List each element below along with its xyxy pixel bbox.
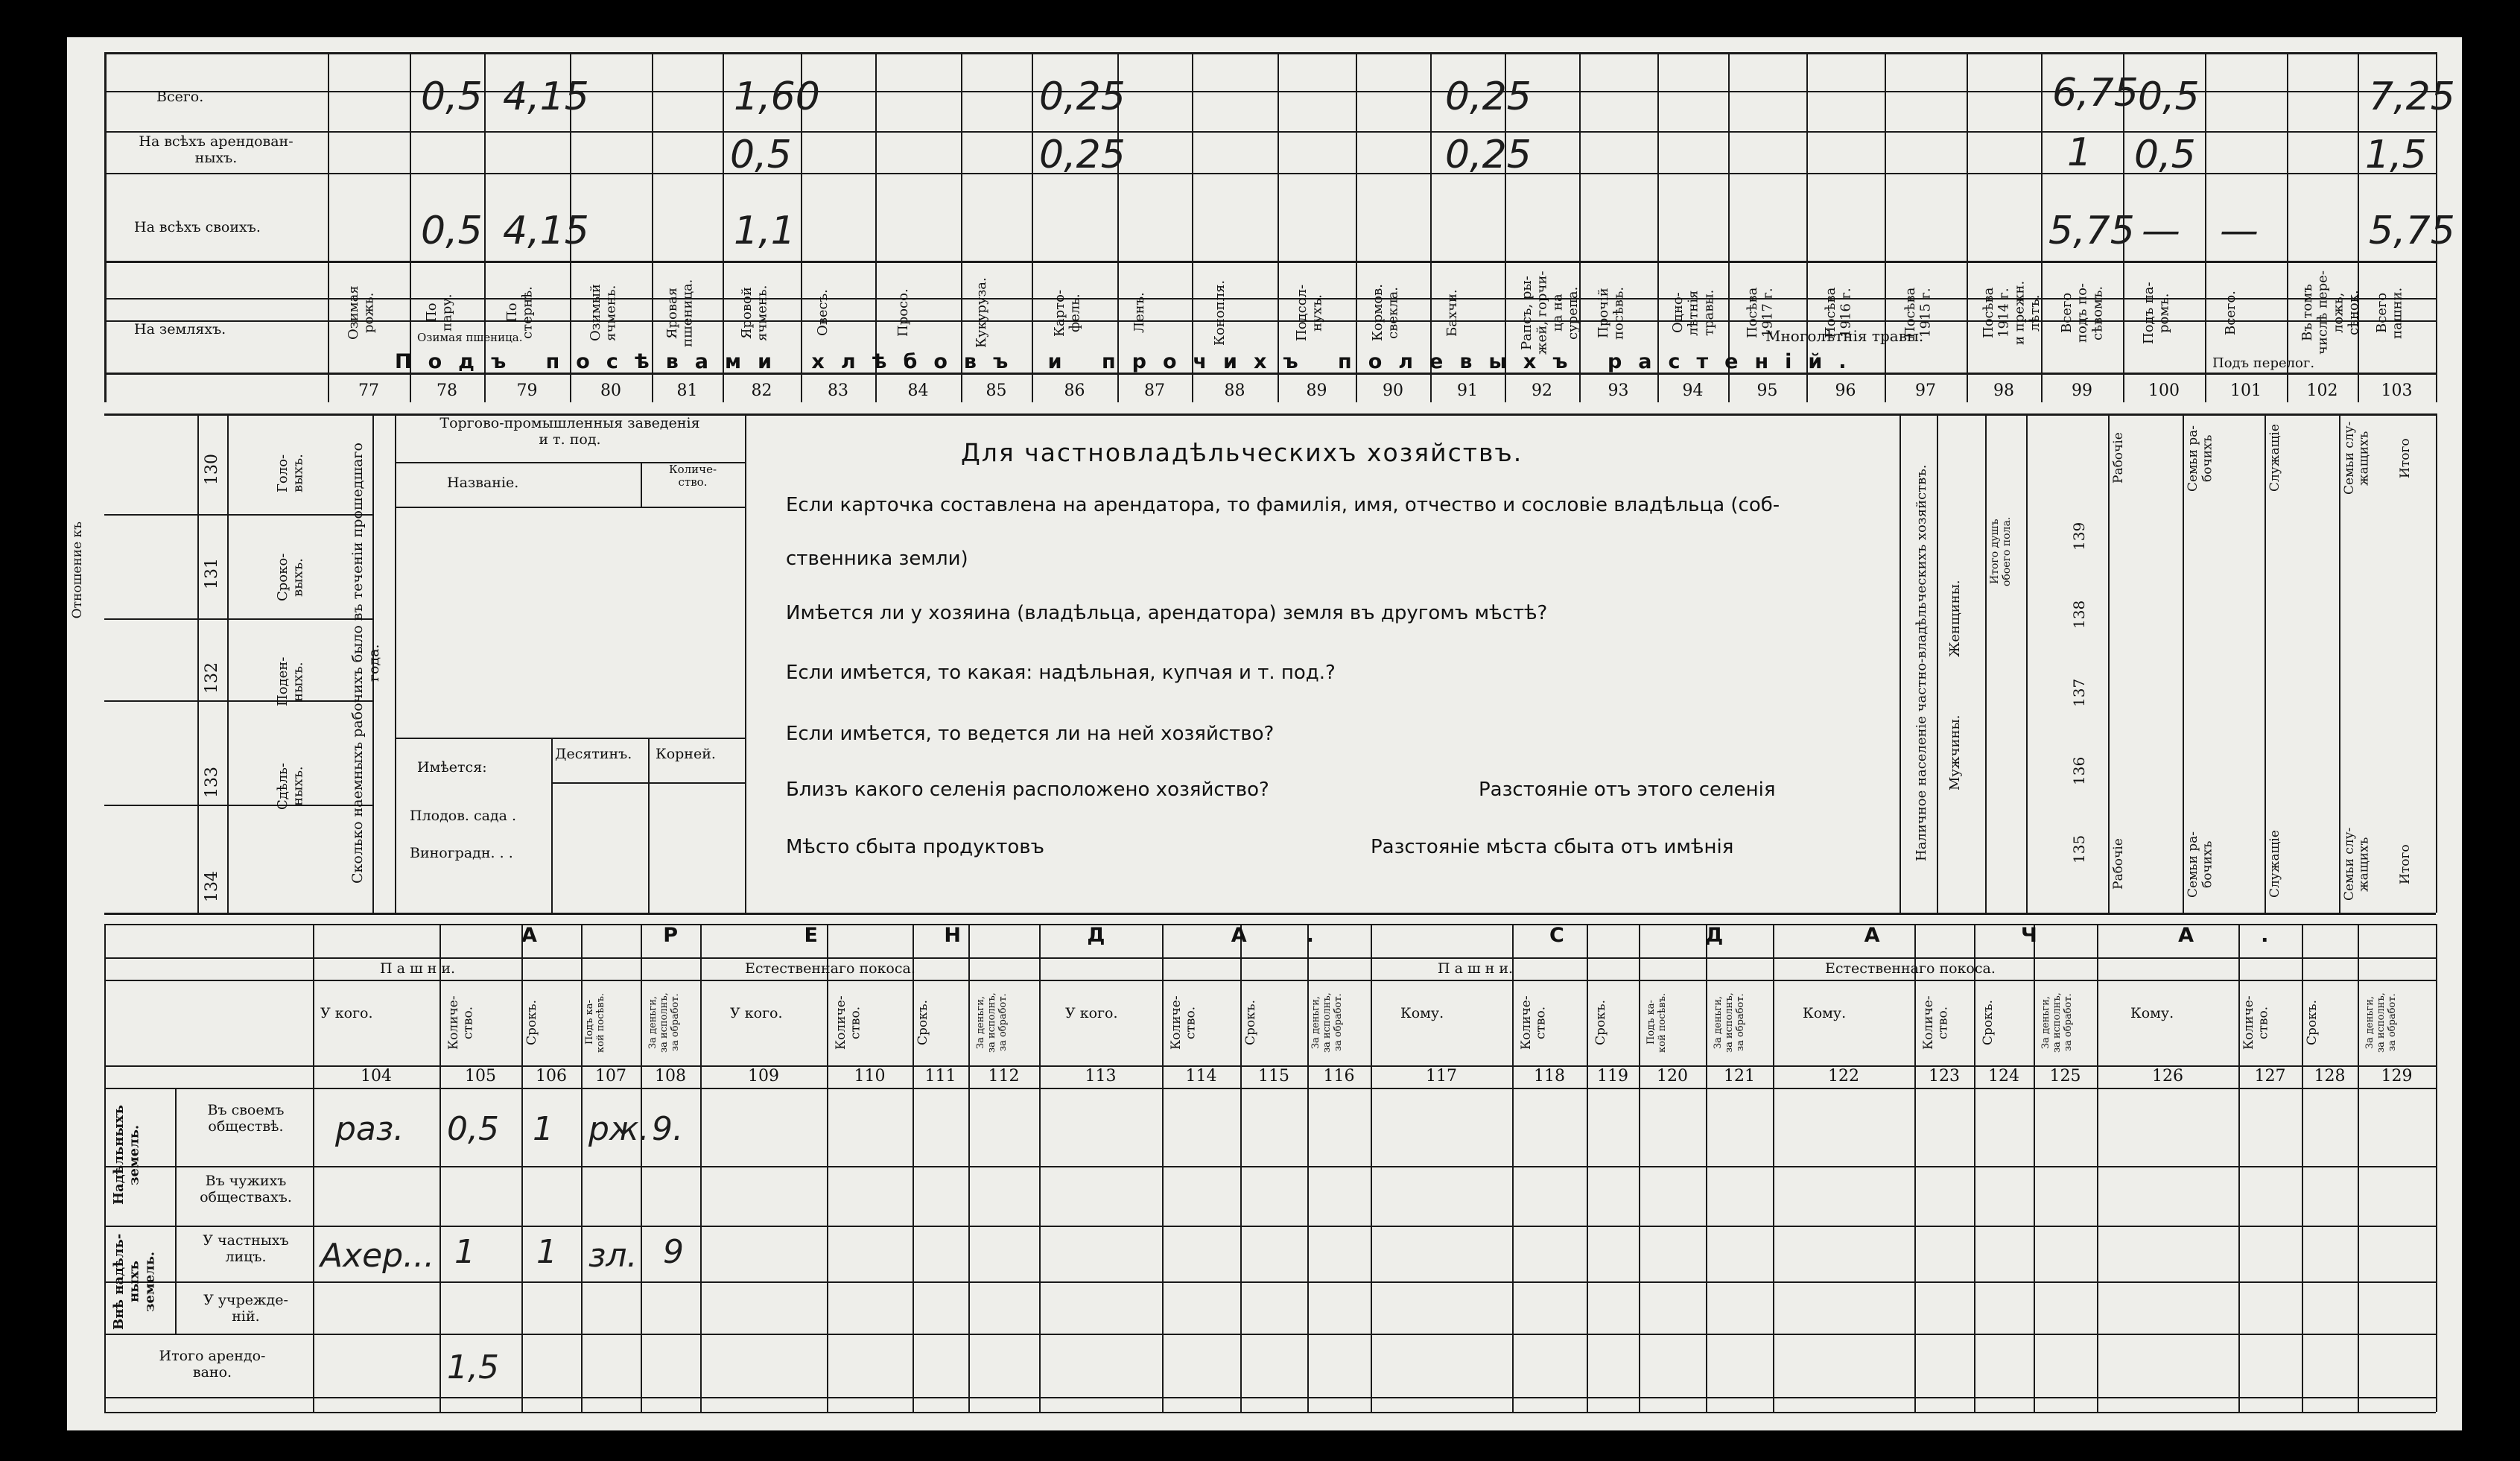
- group-label-ozimaya-pshenica: Озимая пшеница.: [417, 331, 523, 344]
- lease-col-rule: [581, 924, 583, 1412]
- lease-col-number-108: 108: [655, 1067, 686, 1086]
- lease-col-number-124: 124: [1988, 1067, 2019, 1086]
- lease-subheader-6: Количе- ство.: [834, 995, 863, 1050]
- crop-header-84: Просо.: [895, 288, 911, 337]
- crop-number-94: 94: [1682, 381, 1704, 400]
- pop-col-top-0: Рабочіе: [2111, 432, 2126, 484]
- lease-subheader-4: За деньги, за исполнъ, за обработ.: [647, 992, 681, 1053]
- top-col-rule: [2205, 52, 2206, 402]
- lease-col-rule: [2238, 924, 2240, 1412]
- rule-line: [551, 738, 553, 913]
- handwritten-vsego-3: 0,25: [1039, 75, 1126, 119]
- crop-number-99: 99: [2072, 381, 2092, 400]
- lease-subheader-20: Срокъ.: [1981, 1000, 1996, 1045]
- lease-col-number-116: 116: [1323, 1067, 1355, 1086]
- mid-col-rule: [1937, 413, 1938, 913]
- handwritten-svoi-1: 4,15: [503, 209, 589, 253]
- lease-col-rule: [521, 924, 523, 1412]
- lease-col-rule: [1512, 924, 1514, 1412]
- crop-header-101: Всего.: [2223, 291, 2238, 335]
- itogo-dush-label: Итого душъ обоего пола.: [1989, 516, 2013, 586]
- crop-number-81: 81: [676, 381, 698, 400]
- crop-number-97: 97: [1915, 381, 1936, 400]
- row-label-na-zemlyakh: На земляхъ.: [134, 321, 226, 337]
- hire-type-130: Голо- выхъ.: [275, 454, 306, 492]
- hire-type-133: Сдѣль- ныхъ.: [275, 762, 306, 810]
- mid-col-rule: [2436, 413, 2437, 913]
- crop-number-98: 98: [1993, 381, 2014, 400]
- mid-col-rule: [1985, 413, 1987, 913]
- lease-col-rule: [641, 924, 642, 1412]
- q3: Если имѣется, то какая: надѣльная, купчая и т. под.?: [786, 662, 1336, 684]
- top-col-rule: [104, 52, 106, 402]
- lease-subheader-17: За деньги, за исполнъ, за обработ.: [1713, 992, 1746, 1053]
- rule-line: [551, 782, 745, 784]
- crop-number-95: 95: [1756, 381, 1778, 400]
- crop-number-89: 89: [1306, 381, 1327, 400]
- handwritten-lease-row3-0: Ахер...: [320, 1237, 435, 1275]
- crop-number-102: 102: [2306, 381, 2338, 400]
- q1a: Если карточка составлена на арендатора, то фамилія, имя, отчество и сословіе владѣльца (соб-: [786, 494, 1780, 516]
- lease-col-rule: [1240, 924, 1242, 1412]
- lease-subheader-22: Кому.: [2130, 1005, 2174, 1021]
- top-col-rule: [328, 52, 329, 402]
- lease-row-rule: [104, 1412, 2436, 1413]
- crop-header-82: Яровой ячмень.: [738, 285, 770, 341]
- crop-header-83: Овесъ.: [815, 289, 831, 337]
- crop-number-80: 80: [600, 381, 621, 400]
- handwritten-lease-row1-3: рж.: [588, 1110, 650, 1148]
- lease-sdacha: С Д А Ч А.: [1549, 924, 2336, 947]
- lease-subheader-25: За деньги, за исполнъ, за обработ.: [2364, 992, 2398, 1053]
- group-label-mnogoletnie: Многолѣтнія травы.: [1765, 327, 1924, 345]
- lease-col-rule: [2436, 924, 2437, 1412]
- lease-col-number-121: 121: [1724, 1067, 1755, 1086]
- handwritten-svoi-3: 5,75: [2048, 209, 2135, 253]
- crop-number-77: 77: [358, 381, 379, 400]
- pop-num-136: 136: [2070, 756, 2088, 786]
- lease-col-number-123: 123: [1929, 1067, 1960, 1086]
- crop-header-95: Посѣва 1917 г.: [1744, 287, 1776, 339]
- hire-number-130: 130: [203, 454, 221, 485]
- lease-pokos-a: Естественнаго покоса.: [745, 960, 915, 977]
- lease-col-rule: [1371, 924, 1372, 1412]
- mid-col-rule: [2264, 413, 2266, 913]
- top-col-rule: [1885, 52, 1886, 402]
- lease-subheader-8: За деньги, за исполнъ, за обработ.: [975, 992, 1009, 1053]
- lease-vne-nadelnyh: Внѣ надѣль- ныхъ земель.: [111, 1233, 158, 1330]
- pop-num-135: 135: [2070, 834, 2088, 864]
- group-label-pod-perelog: Подъ перелог.: [2212, 355, 2315, 371]
- crop-header-85: Кукуруза.: [973, 277, 989, 349]
- lease-col-number-122: 122: [1828, 1067, 1859, 1086]
- lease-subheader-18: Кому.: [1803, 1005, 1847, 1021]
- handwritten-arend-4: 0,5: [2134, 133, 2196, 177]
- lease-col-rule: [827, 924, 828, 1412]
- handwritten-lease-row3-4: 9: [663, 1233, 684, 1271]
- lease-subheader-12: За деньги, за исполнъ, за обработ.: [1310, 992, 1344, 1053]
- lease-col-number-110: 110: [854, 1067, 886, 1086]
- pop-col-top-2: Служащіе: [2267, 424, 2282, 492]
- lease-row-rule: [104, 1226, 2436, 1227]
- pop-num-139: 139: [2070, 522, 2088, 551]
- lease-pokos-s: Естественнаго покоса.: [1825, 960, 1996, 977]
- mid-col-rule: [1899, 413, 1901, 913]
- crop-number-87: 87: [1144, 381, 1165, 400]
- crop-header-79: По стернѣ.: [504, 286, 536, 340]
- left-block-row: [104, 514, 372, 516]
- rule-line: [175, 1088, 177, 1334]
- lease-col-number-114: 114: [1185, 1067, 1217, 1086]
- handwritten-vsego-1: 4,15: [503, 75, 589, 119]
- lease-col-rule: [313, 924, 314, 1412]
- crop-number-86: 86: [1064, 381, 1085, 400]
- handwritten-arend-2: 0,25: [1445, 133, 1532, 177]
- pop-num-137: 137: [2070, 678, 2088, 708]
- lease-subheader-1: Количе- ство.: [446, 995, 476, 1050]
- lease-row-label-0: Въ своемъ обществѣ.: [207, 1102, 285, 1135]
- handwritten-lease-row1-2: 1: [533, 1110, 553, 1148]
- crop-number-88: 88: [1224, 381, 1245, 400]
- crop-header-93: Прочій посѣвъ.: [1595, 286, 1627, 340]
- hire-number-131: 131: [203, 558, 221, 589]
- crop-header-92: Рапсъ, ры- жей, горчи- ца на сурепа.: [1519, 270, 1581, 355]
- crop-header-77: Озимая рожь.: [346, 285, 377, 340]
- handwritten-svoi-6: 5,75: [2369, 209, 2455, 253]
- crop-number-100: 100: [2148, 381, 2180, 400]
- lease-row-rule: [104, 1281, 2436, 1283]
- mid-col-rule: [2339, 413, 2340, 913]
- crop-header-97: Посѣва 1915 г.: [1902, 287, 1934, 339]
- skolko-label: Сколько наемныхъ рабочихъ было въ теченіи прошедшаго года.: [349, 443, 382, 884]
- handwritten-lease-row1-1: 0,5: [447, 1110, 499, 1148]
- lease-subheader-23: Количе- ство.: [2241, 995, 2271, 1050]
- handwritten-arend-1: 0,25: [1039, 133, 1126, 177]
- crop-header-98: Посѣва 1914 г. и прежн. лѣтъ.: [1981, 280, 2043, 346]
- left-block-row: [104, 618, 372, 620]
- rule-line: [395, 507, 745, 508]
- crop-number-96: 96: [1835, 381, 1856, 400]
- mid-col-rule: [227, 413, 229, 913]
- handwritten-vsego-7: 7,25: [2369, 75, 2455, 119]
- lease-col-rule: [1974, 924, 1975, 1412]
- mid-col-rule: [2183, 413, 2184, 913]
- crop-header-99: Всего подъ по- сѣвомъ.: [2059, 283, 2106, 343]
- lease-row-rule: [104, 957, 2436, 959]
- handwritten-lease-row1-0: раз.: [335, 1110, 404, 1148]
- q6b: Разстояніе мѣста сбыта отъ имѣнія: [1371, 836, 1734, 858]
- lease-col-rule: [2302, 924, 2303, 1412]
- hire-number-132: 132: [203, 662, 221, 694]
- handwritten-svoi-2: 1,1: [734, 209, 796, 253]
- handwritten-lease-row3-3: зл.: [588, 1237, 638, 1275]
- lease-subheader-14: Количе- ство.: [1519, 995, 1549, 1050]
- top-col-rule: [2287, 52, 2288, 402]
- trade-kolichestvo: Количе- ство.: [668, 463, 717, 489]
- crop-header-88: Конопля.: [1211, 279, 1228, 346]
- trade-korney: Корней.: [656, 746, 716, 762]
- crop-number-103: 103: [2381, 381, 2413, 400]
- crop-header-87: Ленъ.: [1132, 292, 1147, 334]
- lease-itogo: Итого арендо- вано.: [159, 1348, 266, 1381]
- trade-vinogradn: Виноградн. . .: [410, 845, 513, 861]
- lease-nadelnyh: Надѣльныхъ земель.: [111, 1105, 142, 1205]
- lease-subheader-15: Срокъ.: [1593, 1000, 1608, 1045]
- lease-col-number-105: 105: [465, 1067, 496, 1086]
- lease-row-rule: [104, 1334, 2436, 1335]
- crop-header-80: Озимый ячмень.: [588, 284, 619, 342]
- lease-col-rule: [1307, 924, 1309, 1412]
- lease-arenda: А Р Е Н Д А.: [521, 924, 1374, 947]
- pop-col-top-1: Семьи ра- бочихъ: [2186, 425, 2215, 492]
- lease-col-rule: [1914, 924, 1916, 1412]
- hire-number-133: 133: [203, 767, 221, 798]
- rule-line: [641, 462, 642, 507]
- q5b: Разстояніе отъ этого селенія: [1479, 779, 1776, 801]
- lease-col-rule: [1706, 924, 1707, 1412]
- top-row-rule: [104, 261, 2436, 263]
- lease-col-number-126: 126: [2152, 1067, 2183, 1086]
- lease-col-rule: [913, 924, 914, 1412]
- lease-col-number-129: 129: [2381, 1067, 2413, 1086]
- trade-imeetsya: Имѣется:: [417, 759, 487, 776]
- handwritten-svoi-5: —: [2220, 209, 2259, 253]
- crop-number-78: 78: [437, 381, 457, 400]
- lease-col-number-111: 111: [924, 1067, 956, 1086]
- hire-number-134: 134: [203, 871, 221, 902]
- trade-header: Торгово-промышленныя заведенія и т. под.: [439, 415, 700, 448]
- lease-col-rule: [1639, 924, 1640, 1412]
- pop-col-top-4: Итого: [2398, 438, 2413, 478]
- lease-row-rule: [104, 980, 2436, 981]
- mid-col-rule: [395, 413, 396, 913]
- handwritten-vsego-6: 0,5: [2138, 75, 2200, 119]
- handwritten-svoi-0: 0,5: [421, 209, 483, 253]
- mid-bottom-rule: [104, 913, 2436, 915]
- row-label-vsego: Всего.: [156, 89, 204, 105]
- nalichnoe-label: Наличное населеніе частно-владѣльческихъ хозяйствъ.: [1914, 464, 1929, 862]
- handwritten-vsego-5: 6,75: [2052, 71, 2139, 115]
- crop-number-91: 91: [1457, 381, 1478, 400]
- crop-header-86: Карто- фель.: [1051, 289, 1083, 337]
- lease-pashni-s: П а ш н и.: [1438, 960, 1514, 977]
- crop-header-103: Всего пашни.: [2373, 287, 2405, 339]
- top-row-rule: [104, 52, 2436, 54]
- hire-type-132: Поден- ныхъ.: [275, 656, 306, 707]
- handwritten-lease-row3-1: 1: [454, 1233, 475, 1271]
- crop-number-84: 84: [907, 381, 929, 400]
- left-block-row: [104, 700, 372, 702]
- crop-header-90: Кормов. свекла.: [1370, 284, 1401, 342]
- handwritten-vsego-4: 0,25: [1445, 75, 1532, 119]
- lease-subheader-19: Количе- ство.: [1921, 995, 1951, 1050]
- lease-col-number-127: 127: [2254, 1067, 2286, 1086]
- pop-num-138: 138: [2070, 600, 2088, 630]
- handwritten-arend-3: 1: [2067, 130, 2092, 175]
- lease-subheader-10: Количе- ство.: [1169, 995, 1199, 1050]
- crop-header-96: Посѣва 1916 г.: [1822, 287, 1854, 339]
- pop-col-bottom-4: Итого: [2398, 844, 2413, 884]
- q5a: Близъ какого селенія расположено хозяйство?: [786, 779, 1269, 801]
- left-block-row: [104, 805, 372, 806]
- row-label-arend: На всѣхъ арендован- ныхъ.: [139, 133, 293, 166]
- crop-header-89: Подсол- нухъ.: [1293, 284, 1325, 342]
- pop-col-top-3: Семьи слу- жащихъ: [2342, 421, 2372, 495]
- lease-row-rule: [104, 1166, 2436, 1167]
- mid-col-rule: [197, 413, 199, 913]
- crop-number-93: 93: [1607, 381, 1629, 400]
- lease-col-number-118: 118: [1534, 1067, 1565, 1086]
- lease-col-rule: [1587, 924, 1588, 1412]
- lease-col-rule: [1039, 924, 1041, 1412]
- handwritten-arend-5: 1,5: [2365, 133, 2427, 177]
- crop-number-90: 90: [1383, 381, 1403, 400]
- crop-number-82: 82: [751, 381, 772, 400]
- lease-col-number-112: 112: [988, 1067, 1020, 1086]
- handwritten-vsego-0: 0,5: [421, 75, 483, 119]
- lease-row-label-2: У частныхъ лицъ.: [203, 1232, 289, 1265]
- lease-row-label-1: Въ чужихъ обществахъ.: [200, 1173, 292, 1205]
- lease-subheader-21: За деньги, за исполнъ, за обработ.: [2040, 992, 2074, 1053]
- crop-header-78: По пару.: [424, 294, 455, 332]
- lease-col-number-120: 120: [1657, 1067, 1688, 1086]
- trade-desyatin: Десятинъ.: [555, 746, 632, 762]
- lease-subheader-5: У кого.: [730, 1005, 783, 1021]
- lease-subheader-9: У кого.: [1065, 1005, 1118, 1021]
- lease-subheader-0: У кого.: [320, 1005, 373, 1021]
- trade-nazvanie: Названіе.: [447, 475, 519, 491]
- otnoshenie-label: Отношение къ: [70, 522, 85, 619]
- rule-line: [648, 738, 650, 913]
- crop-number-79: 79: [516, 381, 538, 400]
- handwritten-lease-row1-4: 9.: [652, 1110, 683, 1148]
- lease-col-rule: [1162, 924, 1164, 1412]
- lease-col-rule: [2097, 924, 2098, 1412]
- lease-col-number-109: 109: [748, 1067, 779, 1086]
- pop-col-bottom-3: Семьи слу- жащихъ: [2342, 827, 2372, 901]
- group-label-pod-posevami: Подъ посѣвами хлѣбовъ и прочихъ полевыхъ растеній.: [395, 350, 1863, 373]
- lease-subheader-24: Срокъ.: [2305, 1000, 2320, 1045]
- lease-col-number-115: 115: [1258, 1067, 1289, 1086]
- crop-header-102: Въ томъ числѣ пере- ложь, сѣнок.: [2299, 270, 2361, 355]
- handwritten-lease-row3-2: 1: [536, 1233, 557, 1271]
- private-title: Для частновладѣльческихъ хозяйствъ.: [961, 438, 1523, 467]
- q4: Если имѣется, то ведется ли на ней хозяйство?: [786, 723, 1275, 745]
- lease-col-rule: [968, 924, 970, 1412]
- top-col-rule: [1967, 52, 1968, 402]
- lease-pashni-a: П а ш н и.: [380, 960, 456, 977]
- pop-col-bottom-1: Семьи ра- бочихъ: [2186, 831, 2215, 898]
- lease-col-rule: [2034, 924, 2035, 1412]
- pop-col-bottom-2: Служащіе: [2267, 830, 2282, 899]
- handwritten-lease-itogo: 1,5: [447, 1349, 499, 1386]
- lease-row-rule: [104, 1397, 2436, 1398]
- mid-col-rule: [2108, 413, 2110, 913]
- trade-plodov: Плодов. сада .: [410, 808, 517, 824]
- mid-col-rule: [745, 413, 746, 913]
- rule-line: [395, 738, 745, 739]
- crop-number-101: 101: [2230, 381, 2262, 400]
- lease-subheader-7: Срокъ.: [915, 1000, 930, 1045]
- lease-col-rule: [104, 924, 106, 1412]
- lease-row-label-3: У учрежде- ній.: [203, 1292, 288, 1325]
- handwritten-arend-0: 0,5: [730, 133, 792, 177]
- crop-number-85: 85: [986, 381, 1007, 400]
- lease-col-number-125: 125: [2049, 1067, 2081, 1086]
- handwritten-svoi-4: —: [2142, 209, 2180, 253]
- lease-col-number-113: 113: [1085, 1067, 1117, 1086]
- mid-col-rule: [2026, 413, 2028, 913]
- zhenshchiny-label: Женщины.: [1947, 580, 1963, 657]
- handwritten-vsego-2: 1,60: [734, 75, 820, 119]
- pop-col-bottom-0: Рабочіе: [2111, 838, 2126, 890]
- lease-row-rule: [104, 1088, 2436, 1089]
- crop-header-94: Одно- лѣтнія травы.: [1669, 289, 1716, 337]
- lease-col-number-104: 104: [361, 1067, 392, 1086]
- lease-col-number-128: 128: [2314, 1067, 2346, 1086]
- lease-col-rule: [439, 924, 441, 1412]
- lease-col-number-117: 117: [1426, 1067, 1457, 1086]
- crop-header-100: Подъ па- ромъ.: [2141, 282, 2172, 344]
- muzhchiny-label: Мужчины.: [1947, 714, 1963, 790]
- lease-subheader-3: Подъ ка- кой посѣвъ.: [584, 992, 606, 1053]
- lease-subheader-11: Срокъ.: [1243, 1000, 1258, 1045]
- crop-header-91: Бахчи.: [1444, 289, 1460, 337]
- q2: Имѣется ли у хозяина (владѣльца, арендатора) земля въ другомъ мѣстѣ?: [786, 602, 1548, 624]
- lease-subheader-16: Подъ ка- кой посѣвъ.: [1645, 992, 1668, 1053]
- crop-header-81: Яровая пшеница.: [664, 279, 696, 347]
- lease-col-rule: [1773, 924, 1774, 1412]
- crop-number-83: 83: [828, 381, 848, 400]
- lease-subheader-13: Кому.: [1400, 1005, 1444, 1021]
- lease-col-rule: [700, 924, 702, 1412]
- lease-col-rule: [2358, 924, 2359, 1412]
- row-label-svoi: На всѣхъ своихъ.: [134, 219, 261, 235]
- lease-subheader-2: Срокъ.: [524, 1000, 539, 1045]
- lease-col-number-119: 119: [1597, 1067, 1628, 1086]
- lease-col-number-106: 106: [536, 1067, 567, 1086]
- lease-col-number-107: 107: [595, 1067, 626, 1086]
- hire-type-131: Сроко- выхъ.: [275, 553, 306, 602]
- q6a: Мѣсто сбыта продуктовъ: [786, 836, 1044, 858]
- crop-number-92: 92: [1532, 381, 1552, 400]
- q1b: ственника земли): [786, 548, 968, 570]
